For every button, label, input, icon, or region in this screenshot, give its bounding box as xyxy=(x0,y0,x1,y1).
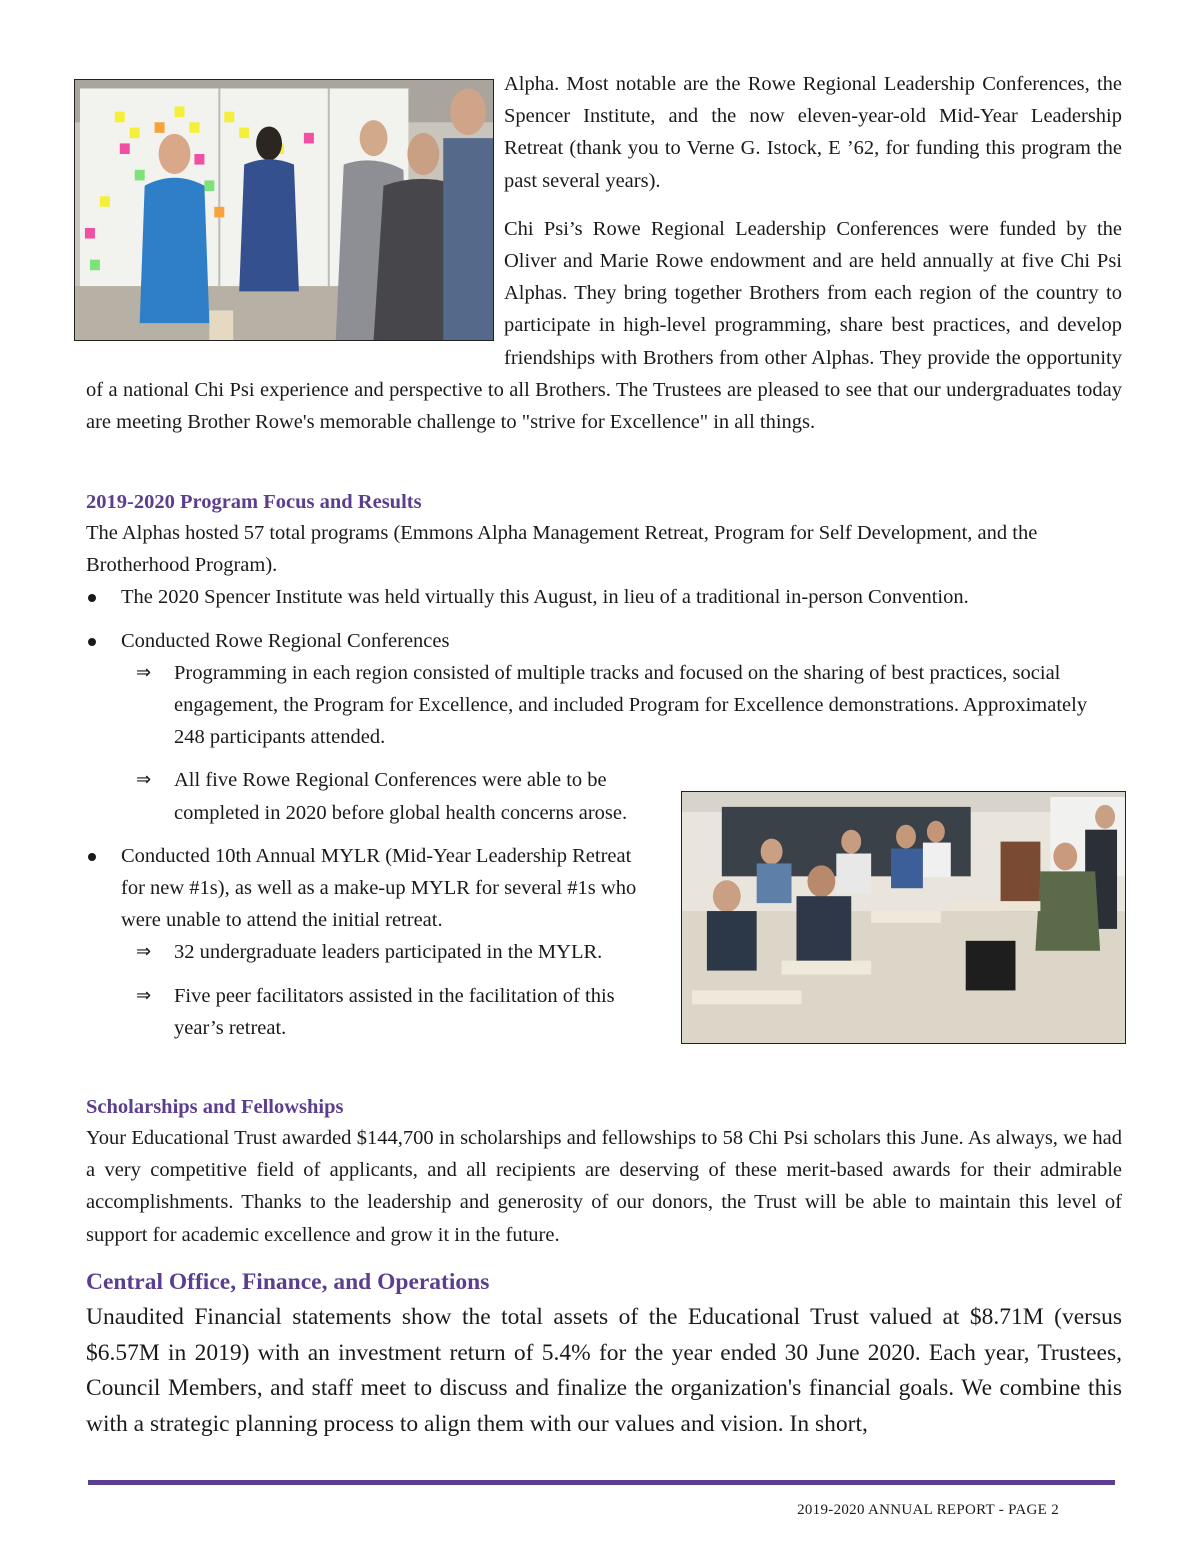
list-item xyxy=(86,840,646,937)
bullet-text: Conducted 10th Annual MYLR (Mid-Year Leadership Retreat for new #1s), as well as a make-up MYLR for several #1s who were unable to attend the initial retreat. xyxy=(121,844,637,932)
list-item xyxy=(86,980,664,1044)
bullet-icon xyxy=(88,638,96,646)
list-item xyxy=(86,936,694,968)
workshop-photo xyxy=(74,79,494,341)
list-item xyxy=(86,764,664,828)
arrow-icon: ⇒ xyxy=(136,984,152,1006)
bullet-icon xyxy=(88,853,96,861)
arrow-icon: ⇒ xyxy=(136,769,152,791)
intro-paragraph-2: Chi Psi’s Rowe Regional Leadership Conferences were funded by the Oliver and Marie Rowe endowment and are held annually at five Chi Psi Alphas. They bring together Brothers from each region of the country to participate in high-level programming, share best practices, and develop friendships with Brothers from other Alphas. They provide the opportunity of a national Chi Psi experience and perspective to all Brothers. The Trustees are pleased to see that our undergraduates today are meeting Brother Rowe's memorable challenge to "strive for Excellence" in all things. xyxy=(86,217,1122,434)
program-lead: The Alphas hosted 57 total programs (Emmons Alpha Management Retreat, Program for Self Development, and the Brotherhood Program). xyxy=(86,522,1038,577)
sub-text: All five Rowe Regional Conferences were able to be completed in 2020 before global health concerns arose. xyxy=(174,769,628,824)
bullet-icon xyxy=(88,594,96,602)
central-office-section xyxy=(86,1265,1122,1442)
sub-text: 32 undergraduate leaders participated in the MYLR. xyxy=(174,941,603,964)
scholarships-text: Your Educational Trust awarded $144,700 in scholarships and fellowships to 58 Chi Psi scholars this June. As always, we had a very competitive field of applicants, and all recipients are deserving of these merit-based awards for their admirable accomplishments. Thanks to the leadership and generosity of our donors, the Trust will be able to maintain this level of support for academic excellence and grow it in the future. xyxy=(86,1127,1122,1246)
central-office-heading: Central Office, Finance, and Operations xyxy=(86,1269,490,1295)
list-item xyxy=(86,625,1122,657)
intro-paragraph-1: Alpha. Most notable are the Rowe Regional Leadership Conferences, the Spencer Institute, and the now eleven-year-old Mid-Year Leadership Retreat (thank you to Verne G. Istock, E ’62, for funding this program the past several years). xyxy=(504,73,1122,192)
arrow-icon: ⇒ xyxy=(136,941,152,963)
scholarships-heading: Scholarships and Fellowships xyxy=(86,1096,344,1118)
bullet-text: The 2020 Spencer Institute was held virtually this August, in lieu of a traditional in-person Convention. xyxy=(121,586,969,609)
page-footer: 2019-2020 ANNUAL REPORT - PAGE 2 xyxy=(797,1502,1059,1518)
scholarships-section xyxy=(86,1092,1122,1251)
classroom-photo xyxy=(681,791,1126,1044)
sub-text: Five peer facilitators assisted in the facilitation of this year’s retreat. xyxy=(174,984,615,1039)
arrow-icon: ⇒ xyxy=(136,661,152,683)
bullet-text: Conducted Rowe Regional Conferences xyxy=(121,629,450,652)
intro-section xyxy=(86,68,1122,454)
mylr-bullets xyxy=(86,840,646,937)
central-office-text: Unaudited Financial statements show the total assets of the Educational Trust valued at $8.71M (versus $6.57M in 2019) with an investment return of 5.4% for the year ended 30 June 2020. Each year, Trustees, Council Members, and staff meet to discuss and finalize the organization's financial goals. We combine this with a strategic planning process to align them with our values and vision. In short, xyxy=(86,1304,1122,1437)
footer-rule xyxy=(88,1480,1115,1485)
list-item xyxy=(86,581,1122,613)
sub-text: Programming in each region consisted of multiple tracks and focused on the sharing of best practices, social engagement, the Program for Excellence, and included Program for Excellence demonstrations. Approximately 248 participants attended. xyxy=(174,661,1088,749)
program-heading: 2019-2020 Program Focus and Results xyxy=(86,491,422,513)
program-bullets xyxy=(86,581,1122,656)
list-item xyxy=(86,657,1122,754)
